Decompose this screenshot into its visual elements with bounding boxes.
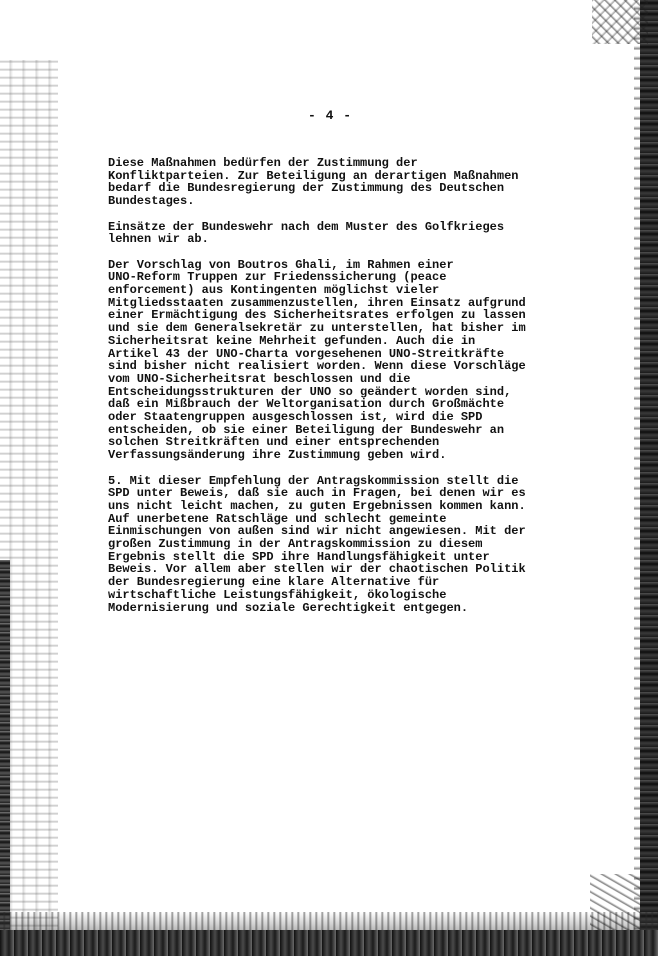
text-line: Entscheidungsstrukturen der UNO so geändert worden sind,	[108, 384, 512, 399]
text-line: daß ein Mißbrauch der Weltorganisation durch Großmächte	[108, 397, 505, 412]
page-number: - 4 -	[307, 108, 352, 123]
text-line: oder Staatengruppen ausgeschlossen ist, wird die SPD	[108, 410, 483, 425]
text-line: lehnen wir ab.	[108, 232, 209, 247]
text-line: Modernisierung und soziale Gerechtigkeit entgegen.	[108, 600, 469, 615]
text-line: Sicherheitsrat keine Mehrheit gefunden. Auch die in	[108, 333, 476, 348]
text-line: der Bundesregierung eine klare Alternative für	[108, 575, 440, 590]
scan-artifact-right	[640, 0, 658, 956]
scan-artifact-bottom-edge	[0, 912, 658, 930]
text-line: Bundestages.	[108, 194, 195, 209]
scan-artifact-bottom-right	[590, 874, 640, 930]
text-line: UNO-Reform Truppen zur Friedenssicherung (peace	[108, 270, 447, 285]
text-line: und sie dem Generalsekretär zu unterstellen, hat bisher im	[108, 321, 526, 336]
text-line: uns nicht leicht machen, zu guten Ergebnissen kommen kann.	[108, 498, 526, 513]
text-line: vom UNO-Sicherheitsrat beschlossen und die	[108, 371, 411, 386]
text-line: Der Vorschlag von Boutros Ghali, im Rahmen einer	[108, 257, 454, 272]
text-line: Diese Maßnahmen bedürfen der Zustimmung der	[108, 156, 418, 170]
scan-artifact-left-dark	[0, 560, 10, 956]
paragraph	[108, 157, 538, 208]
text-line: großen Zustimmung in der Antragskommission zu diesem	[108, 537, 483, 552]
text-line: Auf unerbetene Ratschläge und schlecht gemeinte	[108, 511, 447, 526]
text-line: Konfliktparteien. Zur Beteiligung an derartigen Maßnahmen	[108, 168, 519, 183]
paragraph	[108, 259, 538, 462]
text-line: enforcement) aus Kontingenten möglichst vieler	[108, 283, 440, 297]
paragraph	[108, 221, 538, 246]
text-line: Beweis. Vor allem aber stellen wir der chaotischen Politik	[108, 562, 526, 577]
paragraph	[108, 475, 538, 615]
text-line: Verfassungsänderung ihre Zustimmung geben wird.	[108, 448, 447, 463]
text-line: Einsätze der Bundeswehr nach dem Muster des Golfkrieges	[108, 219, 505, 234]
text-line: entscheiden, ob sie einer Beteiligung der Bundeswehr an	[108, 422, 505, 437]
text-line: Ergebnis stellt die SPD ihre Handlungsfähigkeit unter	[108, 549, 490, 564]
text-line: bedarf die Bundesregierung der Zustimmung des Deutschen	[108, 181, 505, 196]
text-line: einer Ermächtigung des Sicherheitsrates erfolgen zu lassen	[108, 308, 526, 323]
text-line: sind bisher nicht realisiert worden. Wenn diese Vorschläge	[108, 359, 526, 374]
text-line: Einmischungen von außen sind wir nicht angewiesen. Mit der	[108, 524, 526, 539]
document-body	[108, 157, 538, 627]
text-line: 5. Mit dieser Empfehlung der Antragskommission stellt die	[108, 473, 519, 488]
text-line: Artikel 43 der UNO-Charta vorgesehenen UNO-Streitkräfte	[108, 346, 505, 361]
text-line: Mitgliedsstaaten zusammenzustellen, ihren Einsatz aufgrund	[108, 295, 526, 310]
text-line: SPD unter Beweis, daß sie auch in Fragen, bei denen wir es	[108, 486, 526, 501]
scan-artifact-top-right	[592, 0, 648, 44]
text-line: wirtschaftliche Leistungsfähigkeit, ökologische	[108, 587, 447, 602]
text-line: solchen Streitkräften und einer entsprechenden	[108, 435, 440, 450]
scan-artifact-bottom-band	[0, 930, 658, 956]
